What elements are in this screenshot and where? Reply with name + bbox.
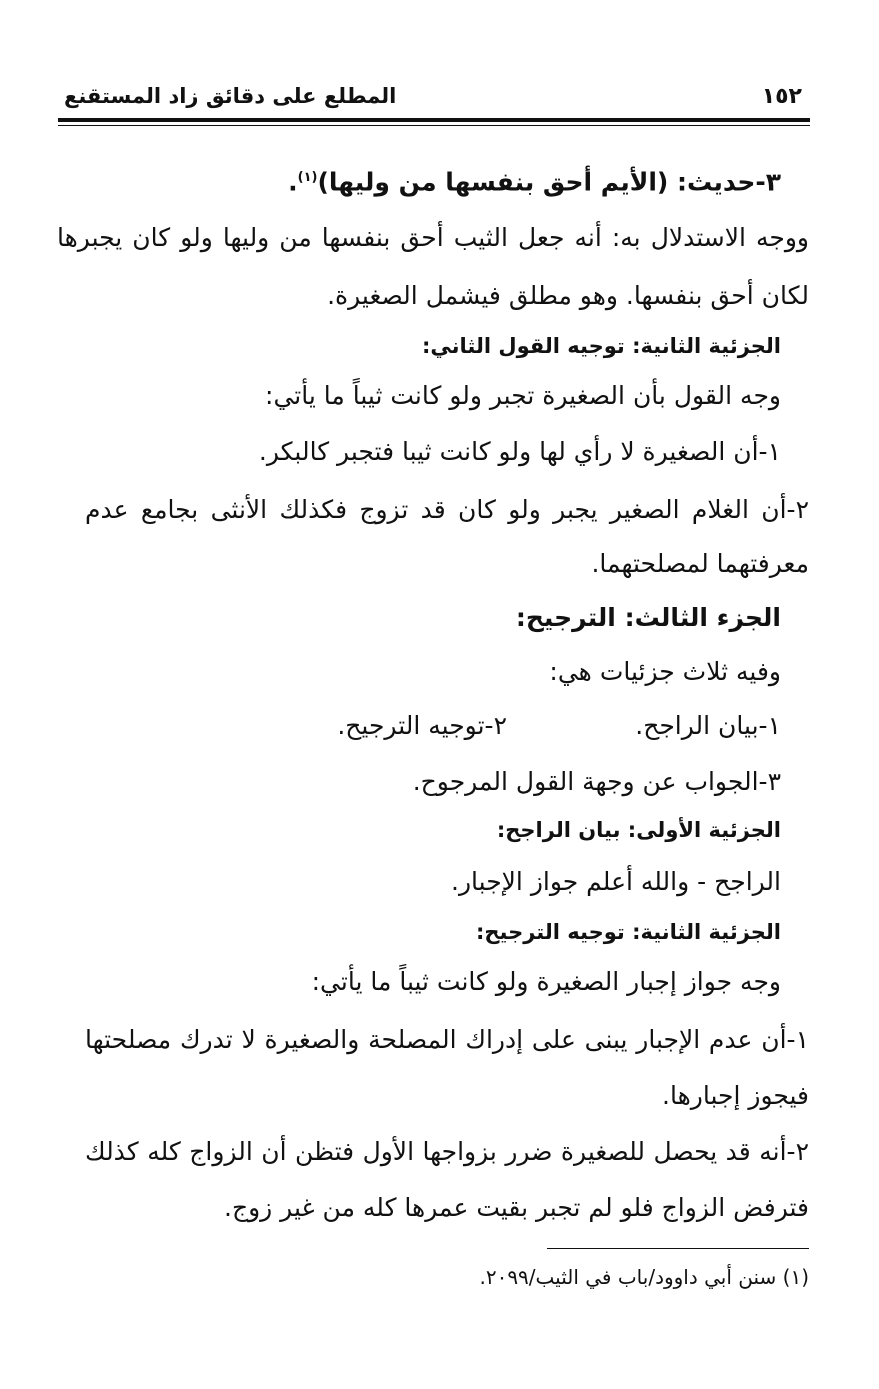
list-item: ١-أن عدم الإجبار يبنى على إدراك المصلحة والصغيرة لا تدرك مصلحتها: [85, 1025, 809, 1054]
subheading: الجزئية الثانية: توجيه الترجيح:: [476, 920, 781, 944]
subheading: الجزئية الثانية: توجيه القول الثاني:: [422, 334, 781, 358]
footnote-ref: (١): [297, 170, 318, 185]
paragraph-line: وفيه ثلاث جزئيات هي:: [549, 657, 781, 686]
list-item: ٣-الجواب عن وجهة القول المرجوح.: [412, 767, 781, 796]
subheading: الجزئية الأولى: بيان الراجح:: [496, 818, 781, 842]
hadith-end: .: [288, 167, 298, 197]
paragraph-line: وجه القول بأن الصغيرة تجبر ولو كانت ثيباً ما يأتي:: [265, 381, 781, 410]
list-item: ١-بيان الراجح.: [635, 711, 781, 740]
footnote: (١) سنن أبي داوود/باب في الثيب/٢٠٩٩.: [479, 1265, 809, 1289]
list-item: ٢-أنه قد يحصل للصغيرة ضرر بزواجها الأول فتظن أن الزواج كله كذلك: [85, 1137, 809, 1166]
paragraph-line: ووجه الاستدلال به: أنه جعل الثيب أحق بنفسها من وليها ولو كان يجبرها: [57, 223, 809, 252]
paragraph-line: فترفض الزواج فلو لم تجبر بقيت عمرها كله من غير زوج.: [224, 1193, 809, 1222]
page-number: ١٥٢: [761, 84, 802, 109]
hadith-text: ٣-حديث: (الأيم أحق بنفسها من وليها): [317, 167, 781, 197]
paragraph-line: فيجوز إجبارها.: [662, 1081, 809, 1110]
list-item: ٢-توجيه الترجيح.: [337, 711, 507, 740]
paragraph-line: وجه جواز إجبار الصغيرة ولو كانت ثيباً ما يأتي:: [311, 967, 781, 996]
paragraph-line: الراجح - والله أعلم جواز الإجبار.: [451, 867, 781, 896]
paragraph-line: معرفتهما لمصلحتهما.: [591, 549, 809, 578]
running-title: المطلع على دقائق زاد المستقنع: [64, 84, 397, 108]
page-header: [58, 80, 810, 116]
section-heading: الجزء الثالث: الترجيح:: [515, 603, 781, 632]
header-rule-thick: [58, 118, 810, 122]
footnote-rule: [547, 1248, 809, 1249]
hadith-line: [288, 158, 781, 202]
list-item: ٢-أن الغلام الصغير يجبر ولو كان قد تزوج فكذلك الأنثى بجامع عدم: [85, 495, 809, 524]
list-item: ١-أن الصغيرة لا رأي لها ولو كانت ثيبا فتجبر كالبكر.: [258, 437, 781, 466]
header-rule-thin: [58, 125, 810, 126]
paragraph-line: لكان أحق بنفسها. وهو مطلق فيشمل الصغيرة.: [327, 281, 809, 310]
